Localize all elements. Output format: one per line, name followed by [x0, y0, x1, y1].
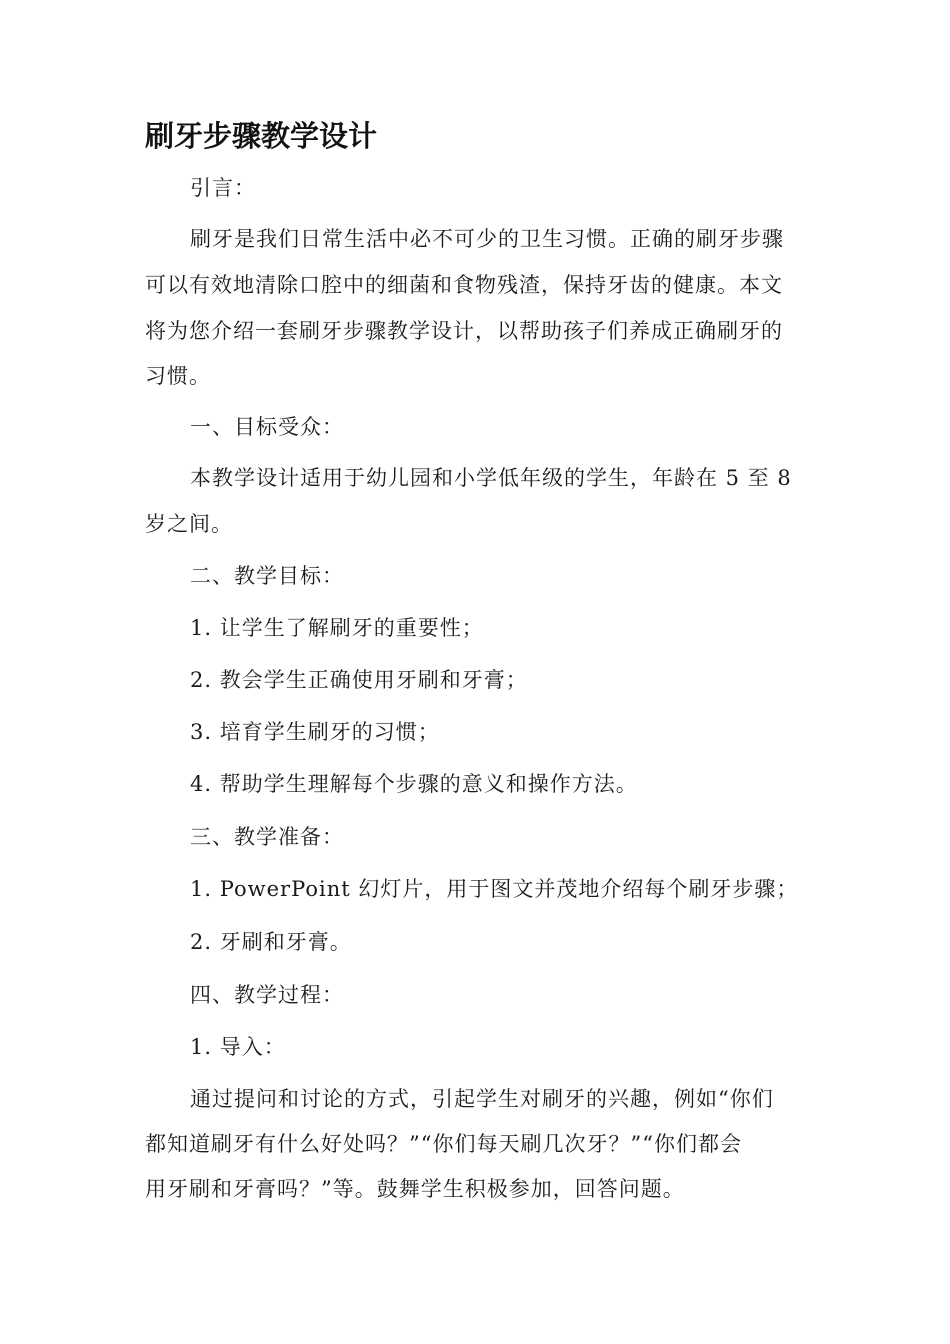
- section4-step-1: 1. 导入：: [190, 1035, 286, 1059]
- section2-item-1: 1. 让学生了解刷牙的重要性；: [190, 616, 484, 640]
- section2-item-3: 3. 培育学生刷牙的习惯；: [190, 720, 440, 744]
- intro-line-1: 刷牙是我们日常生活中必不可少的卫生习惯。正确的刷牙步骤: [190, 227, 784, 251]
- section4-line-3: 用牙刷和牙膏吗？”等。鼓舞学生积极参加，回答问题。: [145, 1177, 685, 1201]
- intro-line-4: 习惯。: [145, 364, 211, 388]
- section2-heading: 二、教学目标：: [190, 564, 344, 588]
- intro-heading: 引言：: [190, 176, 256, 200]
- section4-line-1: 通过提问和讨论的方式，引起学生对刷牙的兴趣，例如“你们: [190, 1087, 774, 1111]
- section3-item-1: 1. PowerPoint 幻灯片，用于图文并茂地介绍每个刷牙步骤；: [190, 877, 799, 901]
- section1-line-1: 本教学设计适用于幼儿园和小学低年级的学生，年龄在 5 至 8: [190, 466, 792, 490]
- document-title: 刷牙步骤教学设计: [145, 119, 378, 153]
- section1-heading: 一、目标受众：: [190, 415, 344, 439]
- section3-item-2: 2. 牙刷和牙膏。: [190, 930, 352, 954]
- section4-line-2: 都知道刷牙有什么好处吗？”“你们每天刷几次牙？”“你们都会: [145, 1132, 742, 1156]
- intro-line-3: 将为您介绍一套刷牙步骤教学设计，以帮助孩子们养成正确刷牙的: [145, 319, 783, 343]
- section2-item-2: 2. 教会学生正确使用牙刷和牙膏；: [190, 668, 528, 692]
- section4-heading: 四、教学过程：: [190, 983, 344, 1007]
- section1-line-2: 岁之间。: [145, 512, 233, 536]
- section2-item-4: 4. 帮助学生理解每个步骤的意义和操作方法。: [190, 772, 638, 796]
- intro-line-2: 可以有效地清除口腔中的细菌和食物残渣，保持牙齿的健康。本文: [145, 273, 783, 297]
- section3-heading: 三、教学准备：: [190, 825, 344, 849]
